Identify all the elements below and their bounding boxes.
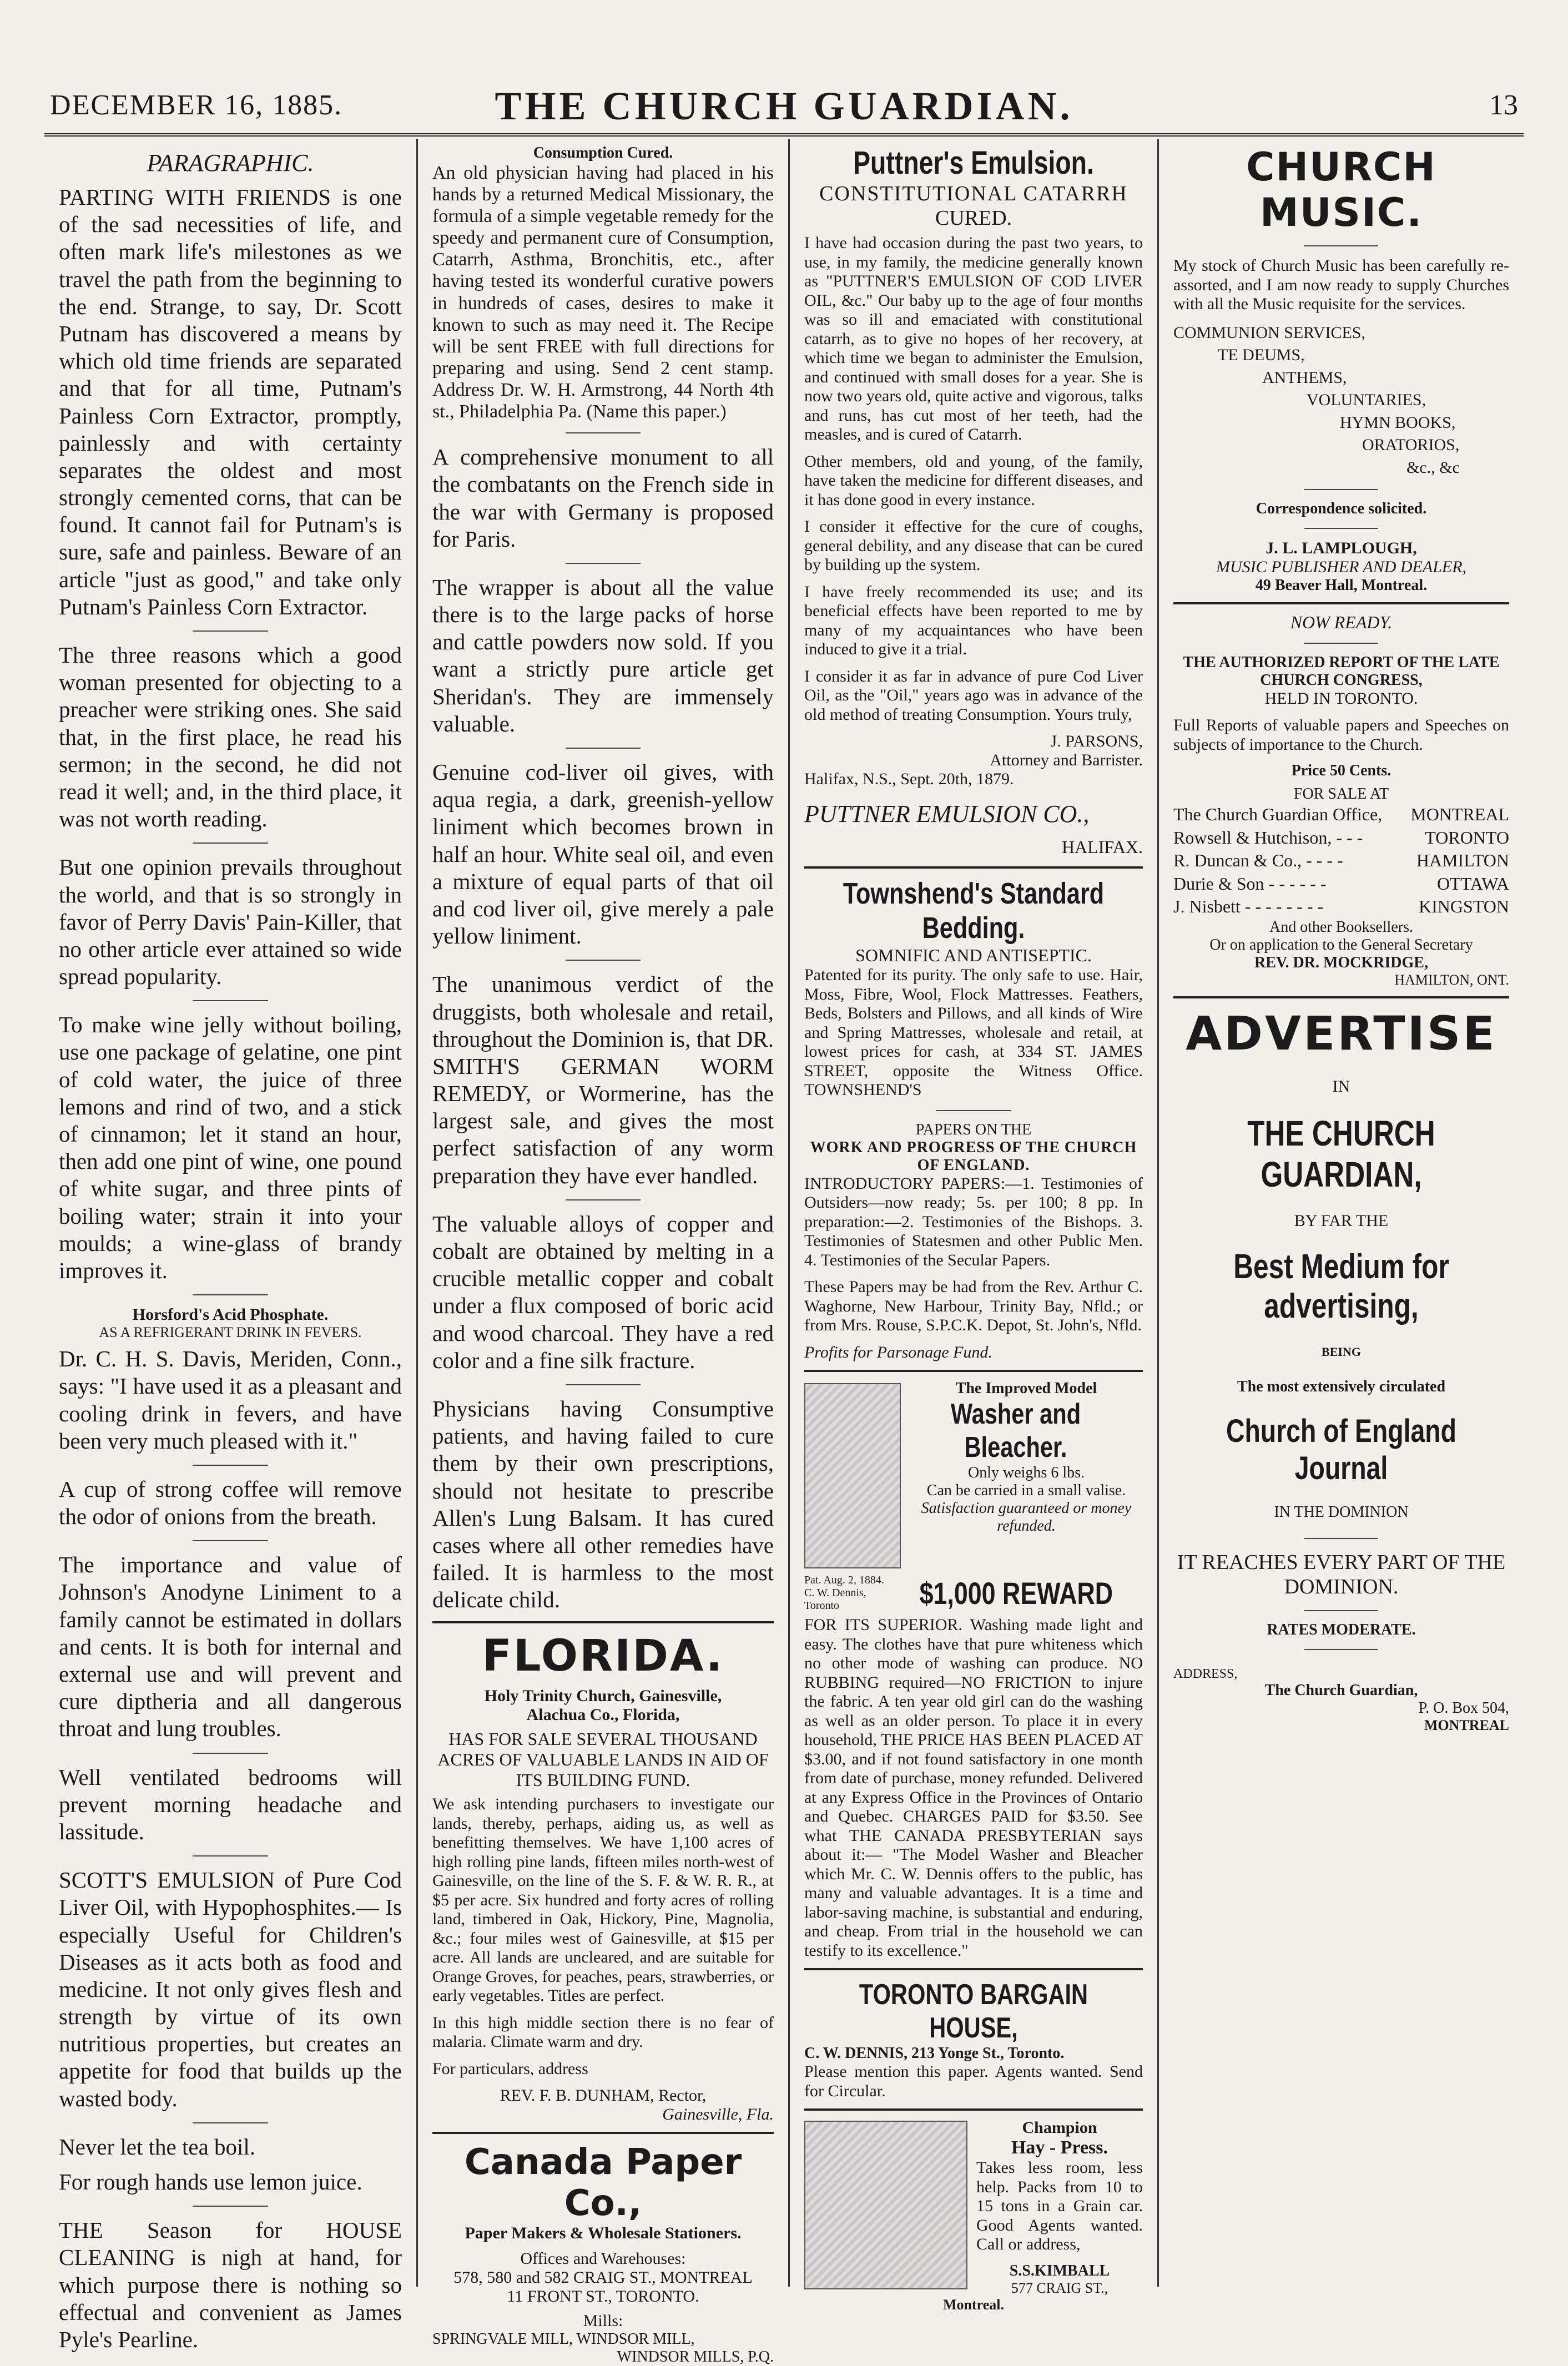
divider — [193, 1855, 268, 1857]
puttner-testimonial-4: I have freely recommended its use; and its beneficial effects have been reported to me by many of my acquaintances who have been induced to give it a trial. — [804, 582, 1143, 658]
hay-press-advertisement — [804, 2118, 1143, 2313]
canada-paper-subtitle: Paper Makers & Wholesale Stationers. — [465, 2224, 742, 2243]
divider — [566, 960, 641, 961]
column-two — [416, 139, 788, 2366]
divider — [1304, 489, 1378, 490]
puttner-testimonial-1: I have had occasion during the past two years, to use, in my family, the medicine generally known as "PUTTNER'S EMULSION OF COD LIVER OIL, &c." Our baby up to the age of four months was so ill and emaciated with constitutional catarrh, as to give no hopes of her recovery, at which time we began to administer the Emulsion, and continued with small doses for a year. She is now two years old, quite active and vigorous, talks and runs, has cut most of her teeth, had the measles, and is cured of Catarrh. — [804, 234, 1143, 443]
sale-list — [1173, 803, 1509, 919]
divider — [566, 748, 641, 749]
canada-paper-address-toronto: 11 FRONT ST., TORONTO. — [507, 2287, 699, 2306]
sale-entry — [1173, 895, 1509, 919]
papers-heading: PAPERS ON THE — [915, 1121, 1032, 1138]
church-music-title: CHURCH MUSIC. — [1246, 144, 1436, 235]
article-worm-remedy: The unanimous verdict of the druggists, both wholesale and retail, throughout the Dominion is, that DR. SMITH'S GERMAN WORM REMEDY, or Wormerine, has the largest sale, and gives the most perfect satisfaction of any worm preparation they have ever handled. — [432, 971, 774, 1188]
florida-climate: In this high middle section there is no fear of malaria. Climate warm and dry. — [432, 2013, 774, 2051]
washer-weight: Only weighs 6 lbs. — [968, 1464, 1085, 1481]
townshend-text: Patented for its purity. The only safe to use. Hair, Moss, Fibre, Wool, Flock Mattresses. Feathers, Beds, Bolsters and Pillows, and all kinds of Wire and Spring Mattresses, wholesale and retail, at lowest prices for cash, at 334 ST. JAMES STREET, opposite the Witness Office. TOWNSHEND'S — [804, 966, 1143, 1099]
article-lemon-juice: For rough hands use lemon juice. — [59, 2169, 362, 2195]
townshend-advertisement — [804, 876, 1143, 1100]
issue-date: DECEMBER 16, 1885. — [50, 89, 343, 121]
divider — [193, 2206, 268, 2207]
consumption-heading: Consumption Cured. — [533, 144, 673, 162]
florida-city: Gainesville, Fla. — [662, 2105, 774, 2124]
hay-press-illustration — [804, 2121, 967, 2289]
canada-paper-mill-right: WINDSOR MILLS, P.Q. — [617, 2348, 774, 2366]
advertise-being: BEING — [1322, 1344, 1361, 1359]
divider — [804, 866, 1143, 869]
sale-entry — [1173, 826, 1509, 850]
florida-particulars: For particulars, address — [432, 2059, 588, 2078]
papers-text: INTRODUCTORY PAPERS:—1. Testimonies of Outsiders—now ready; 5s. per 100; 8 pp. In preparation:—2. Testimonies of the Bishops. 3. Testimonies of Statesmen and other Public Men. 4. Testimonies of the Secular Papers. — [804, 1174, 1143, 1269]
sale-entry-city: MONTREAL — [1410, 804, 1509, 824]
papers-title: WORK AND PROGRESS OF THE CHURCH OF ENGLAND. — [810, 1138, 1137, 1174]
article-johnsons-liniment: The importance and value of Johnson's Anodyne Liniment to a family cannot be estimated in dollars and cents. It is both for internal and external use and will prevent and cure diptheria and all dangerous throat and lung troubles. — [59, 1552, 402, 1742]
washer-heading: The Improved Model — [955, 1380, 1097, 1397]
column-four — [1157, 139, 1524, 2287]
article-consumption-cured: An old physician having had placed in his hands by a returned Medical Missionary, the formula of a simple vegetable remedy for the speedy and permanent cure of Consumption, Catarrh, Asthma, Bronchitis, etc., after having tested its wonderful curative powers in hundreds of cases, desires to make it known to such as may need it. The Recipe will be sent FREE with full directions for preparing and using. Send 2 cent stamp. Address Dr. W. H. Armstrong, 44 North 4th st., Philadelphia Pa. (Name this paper.) — [432, 163, 774, 422]
sale-entry-name: R. Duncan & Co., - - - - — [1173, 850, 1343, 871]
church-music-dealer-role: MUSIC PUBLISHER AND DEALER, — [1216, 558, 1467, 576]
bargain-house-address: C. W. DENNIS, 213 Yonge St., Toronto. — [804, 2045, 1065, 2062]
florida-church: Holy Trinity Church, Gainesville, — [484, 1687, 722, 1706]
washer-advertisement — [804, 1380, 1143, 1960]
report-price: Price 50 Cents. — [1291, 762, 1391, 779]
article-monument: A comprehensive monument to all the combatants on the French side in the war with Germany is proposed for Paris. — [432, 444, 774, 552]
florida-title: FLORIDA. — [482, 1631, 724, 1682]
divider — [1304, 245, 1378, 246]
puttner-city: HALIFAX. — [1061, 837, 1143, 857]
hay-press-address-1: 577 CRAIG ST., — [1011, 2279, 1108, 2296]
washer-patent: Pat. Aug. 2, 1884. C. W. Dennis, Toronto — [804, 1574, 884, 1612]
sale-rev-city: HAMILTON, ONT. — [1394, 971, 1509, 988]
puttner-cured: CURED. — [935, 206, 1012, 230]
divider — [432, 2132, 774, 2134]
puttner-company: PUTTNER EMULSION CO., — [804, 800, 1090, 828]
church-music-item: ORATORIOS, — [1362, 436, 1460, 454]
canada-paper-address-montreal: 578, 580 and 582 CRAIG ST., MONTREAL — [453, 2268, 753, 2287]
washer-carry: Can be carried in a small valise. — [926, 1482, 1126, 1499]
report-place: HELD IN TORONTO. — [1264, 689, 1418, 708]
article-wine-jelly: To make wine jelly without boiling, use one package of gelatine, one pint of cold water, the juice of three lemons and rind of two, and a stick of cinnamon; let it stand an hour, then add one pint of wine, one pound of white sugar, and three pints of boiling water; strain it into your moulds; a wine-glass of brandy improves it. — [59, 1012, 402, 1283]
bargain-house-advertisement — [804, 1978, 1143, 2101]
church-music-item: &c., &c — [1406, 458, 1460, 477]
hay-press-title-2: Hay - Press. — [1011, 2137, 1108, 2158]
townshend-subtitle: SOMNIFIC AND ANTISEPTIC. — [855, 945, 1092, 965]
florida-location: Alachua Co., Florida, — [526, 1706, 680, 1724]
divider — [804, 2108, 1143, 2111]
advertise-in: IN — [1332, 1077, 1350, 1096]
divider — [936, 1110, 1011, 1111]
article-cod-liver-oil: Genuine cod-liver oil gives, with aqua regia, a dark, greenish-yellow liniment which becomes brown in half an hour. White seal oil, and even a mixture of equal parts of that oil and cod liver oil, give merely a pale yellow liniment. — [432, 759, 774, 949]
papers-text-2: These Papers may be had from the Rev. Arthur C. Waghorne, New Harbour, Trinity Bay, Nfld.; or from Mrs. Rouse, S.P.C.K. Depot, St. John's, Nfld. — [804, 1278, 1143, 1334]
divider — [804, 1968, 1143, 1970]
congress-report-advertisement — [1173, 612, 1509, 988]
report-text: Full Reports of valuable papers and Speeches on subjects of importance to the Church. — [1173, 716, 1509, 754]
hay-press-text: Takes less room, less help. Packs from 10 to 15 tons in a Grain car. Good Agents wanted. Call or address, — [976, 2158, 1143, 2253]
advertise-dominion: IN THE DOMINION — [1274, 1503, 1409, 1521]
advertise-title: ADVERTISE — [1186, 1006, 1497, 1061]
article-scotts-emulsion: SCOTT'S EMULSION of Pure Cod Liver Oil, with Hypophosphites.— Is especially Useful for Children's Diseases as it acts both as food and medicine. It not only gives flesh and strength by virtue of its own nutritious properties, but creates an appetite for food that builds up the wasted body. — [59, 1867, 402, 2111]
hay-press-address-2: Montreal. — [943, 2296, 1004, 2313]
article-parting-friends: PARTING WITH FRIENDS is one of the sad necessities of life, and often mark life's milestones as we travel the path from the beginning to the end. Strange, to say, Dr. Scott Putnam has discovered a means by which old time friends are separated and that for all time, Putnam's Painless Corn Extractor, promptly, painlessly and with certainty separates the oldest and most strongly cemented corns, that can be found. It cannot fail for Putnam's is sure, safe and painless. Beware of an article "just as good," and take only Putnam's Painless Corn Extractor. — [59, 184, 402, 619]
canada-paper-offices: Offices and Warehouses: — [520, 2249, 686, 2268]
advertise-reaches: IT REACHES EVERY PART OF THE DOMINION. — [1177, 1550, 1506, 1598]
column-paragraphic — [44, 139, 416, 2352]
puttner-signature: J. PARSONS, — [1050, 732, 1143, 750]
florida-offer: HAS FOR SALE SEVERAL THOUSAND ACRES OF VALUABLE LANDS IN AID OF ITS BUILDING FUND. — [437, 1729, 769, 1790]
puttner-signature-title: Attorney and Barrister. — [990, 751, 1143, 769]
column-three — [788, 139, 1157, 2313]
canada-paper-advertisement — [432, 2142, 774, 2366]
advertise-address-label: ADDRESS, — [1173, 1666, 1238, 1681]
divider — [1304, 1610, 1378, 1611]
divider — [193, 2122, 268, 2123]
church-music-text: My stock of Church Music has been carefully re-assorted, and I am now ready to supply Churches with all the Music requisite for the services. — [1173, 256, 1509, 313]
advertise-by-far: BY FAR THE — [1294, 1211, 1389, 1230]
divider — [1304, 643, 1378, 644]
church-music-dealer-address: 49 Beaver Hall, Montreal. — [1255, 577, 1428, 594]
advertise-paper: THE CHURCH GUARDIAN, — [1247, 1113, 1435, 1194]
advertise-best-medium: Best Medium for advertising, — [1233, 1247, 1449, 1325]
florida-advertisement — [432, 1631, 774, 2124]
article-alloys: The valuable alloys of copper and cobalt are obtained by melting in a crucible metallic copper and cobalt under a flux composed of boric acid and wood charcoal. They have a red color and a fine silk fracture. — [432, 1210, 774, 1373]
puttner-place-date: Halifax, N.S., Sept. 20th, 1879. — [804, 770, 1014, 788]
sale-entry-name: Durie & Son - - - - - - — [1173, 873, 1327, 894]
sale-heading: FOR SALE AT — [1293, 785, 1389, 803]
divider — [1173, 602, 1509, 604]
washer-text: FOR ITS SUPERIOR. Washing made light and easy. The clothes have that pure whiteness which no other mode of washing can produce. NO RUBBING required—NO FRICTION to injure the fabric. A ten year old girl can do the washing as well as an older person. To place it in every household, THE PRICE HAS BEEN PLACED AT $3.00, and if not found satisfactory in one month from date of purchase, money refunded. Delivered at any Express Office in the Provinces of Ontario and Quebec. CHARGES PAID for $3.50. See what THE CANADA PRESBYTERIAN says about it:— "The Model Washer and Bleacher which Mr. C. W. Dennis offers to the public, has many and valuable advantages. It is a time and labor-saving machine, is substantial and enduring, and cheap. From trial in the household we can testify to its excellence." — [804, 1616, 1143, 1960]
church-music-item: COMMUNION SERVICES, — [1173, 323, 1365, 342]
townshend-title: Townshend's Standard Bedding. — [843, 877, 1105, 945]
church-music-advertisement — [1173, 144, 1509, 594]
divider — [193, 1465, 268, 1466]
article-horsford: Dr. C. H. S. Davis, Meriden, Conn., says: "I have used it as a pleasant and cooling drink in fevers, and have been very much pleased with it." — [59, 1346, 402, 1454]
bargain-house-note: Please mention this paper. Agents wanted. Send for Circular. — [804, 2062, 1143, 2100]
church-music-dealer-name: J. L. LAMPLOUGH, — [1266, 539, 1417, 557]
papers-profits: Profits for Parsonage Fund. — [804, 1343, 992, 1361]
divider — [1304, 1649, 1378, 1650]
church-music-correspondence: Correspondence solicited. — [1256, 500, 1427, 517]
church-music-item: HYMN BOOKS, — [1340, 413, 1456, 432]
article-bedrooms: Well ventilated bedrooms will prevent morning headache and lassitude. — [59, 1764, 402, 1844]
advertise-address-3: MONTREAL — [1424, 1717, 1509, 1733]
divider — [193, 1540, 268, 1541]
advertise-circulated: The most extensively circulated — [1237, 1378, 1446, 1395]
article-pearline: THE Season for HOUSE CLEANING is nigh at hand, for which purpose there is nothing so effectual and convenient as James Pyle's Pearline. — [59, 2217, 402, 2352]
church-music-item: TE DEUMS, — [1218, 346, 1305, 364]
horsford-subheading: AS A REFRIGERANT DRINK IN FEVERS. — [99, 1324, 362, 1341]
divider — [1304, 528, 1378, 529]
article-sheridans: The wrapper is about all the value there is to the large packs of horse and cattle powders now sold. If you want a strictly pure article get Sheridan's. They are immensely valuable. — [432, 574, 774, 736]
sale-entry-city: OTTAWA — [1437, 873, 1509, 894]
papers-advertisement — [804, 1121, 1143, 1363]
divider — [193, 843, 268, 844]
divider — [193, 1000, 268, 1001]
puttner-testimonial-2: Other members, old and young, of the family, have taken the medicine for different diseases, and it has done good in every instance. — [804, 452, 1143, 509]
advertise-rates: RATES MODERATE. — [1267, 1621, 1416, 1638]
florida-text: We ask intending purchasers to investigate our lands, thereby, perhaps, aiding us, as well as benefitting themselves. We have 1,100 acres of high rolling pine lands, fifteen miles north-west of Gainesville, on the line of the S. F. & W. R. R., at $5 per acre. Six hundred and forty acres of rolling land, timbered in Oak, Hickory, Pine, Magnolia, &c.; four miles west of Gainesville, at $15 per acre. All lands are uncleared, and are suitable for Orange Groves, for peaches, pears, strawberries, or early vegetables. Titles are perfect. — [432, 1795, 774, 2005]
divider — [566, 1199, 641, 1200]
sale-entry-name: J. Nisbett - - - - - - - - — [1173, 896, 1324, 917]
puttner-testimonial-3: I consider it effective for the cure of coughs, general debility, and any disease that can be cured by building up the system. — [804, 517, 1143, 574]
sale-entry-city: HAMILTON — [1416, 850, 1509, 871]
divider — [566, 1384, 641, 1385]
washer-reward-row — [804, 1574, 1143, 1612]
washer-guarantee: Satisfaction guaranteed or money refunded. — [921, 1500, 1132, 1535]
horsford-heading: Horsford's Acid Phosphate. — [132, 1305, 329, 1324]
sale-entry-name: The Church Guardian Office, — [1173, 804, 1383, 824]
puttner-testimonial-5: I consider it as far in advance of pure Cod Liver Oil, as the "Oil," years ago was in advance of the old method of treating Consumption. Yours truly, — [804, 667, 1143, 724]
washer-reward: $1,000 REWARD — [919, 1576, 1113, 1611]
article-tea: Never let the tea boil. — [59, 2133, 256, 2160]
divider — [804, 1370, 1143, 1372]
newspaper-title: THE CHURCH GUARDIAN. — [495, 84, 1073, 128]
divider — [193, 630, 268, 632]
hay-press-title-1: Champion — [1022, 2118, 1097, 2137]
divider — [566, 563, 641, 564]
advertise-address-1: The Church Guardian, — [1264, 1681, 1418, 1699]
hay-press-name: S.S.KIMBALL — [1009, 2262, 1110, 2279]
sale-rev: REV. DR. MOCKRIDGE, — [1254, 954, 1428, 971]
sale-entry-city: TORONTO — [1425, 827, 1509, 847]
advertise-address-2: P. O. Box 504, — [1418, 1699, 1509, 1717]
divider — [193, 1294, 268, 1295]
canada-paper-title: Canada Paper Co., — [464, 2142, 742, 2224]
church-music-item: ANTHEMS, — [1262, 368, 1347, 387]
advertise-box — [1173, 1006, 1509, 1734]
florida-rector: REV. F. B. DUNHAM, Rector, — [500, 2086, 707, 2105]
washer-title: Washer and Bleacher. — [950, 1398, 1081, 1464]
sale-entry-name: Rowsell & Hutchison, - - - — [1173, 827, 1363, 847]
masthead — [44, 72, 1524, 137]
section-heading: PARAGRAPHIC. — [147, 149, 314, 176]
canada-paper-mills-label: Mills: — [583, 2312, 623, 2330]
puttner-advertisement — [804, 144, 1143, 857]
sale-entry — [1173, 803, 1509, 826]
advertise-journal: Church of England Journal — [1226, 1412, 1456, 1486]
divider — [193, 1753, 268, 1754]
divider — [1173, 996, 1509, 998]
article-coffee: A cup of strong coffee will remove the odor of onions from the breath. — [59, 1476, 402, 1530]
page-number: 13 — [1489, 89, 1518, 121]
report-title: THE AUTHORIZED REPORT OF THE LATE CHURCH CONGRESS, — [1183, 654, 1500, 689]
sale-entry-city: KINGSTON — [1419, 896, 1509, 917]
sale-secretary: Or on application to the General Secretary — [1209, 936, 1473, 954]
article-three-reasons: The three reasons which a good woman presented for objecting to a preacher were striking ones. She said that, in the first place, he read his sermon; in the second, he did not read it well; and, in the third place, it was not worth reading. — [59, 642, 402, 832]
puttner-title: Puttner's Emulsion. — [853, 145, 1094, 181]
divider — [566, 432, 641, 433]
divider — [432, 1621, 774, 1623]
canada-paper-mills — [432, 2330, 774, 2348]
sale-entry — [1173, 872, 1509, 896]
now-ready: NOW READY. — [1290, 612, 1393, 632]
sale-entry — [1173, 849, 1509, 872]
bargain-house-title: TORONTO BARGAIN HOUSE, — [859, 1979, 1088, 2044]
canada-paper-mill-left: SPRINGVALE MILL, WINDSOR MILL, — [432, 2330, 695, 2348]
church-music-item: VOLUNTARIES, — [1307, 391, 1426, 409]
sale-other: And other Booksellers. — [1269, 918, 1413, 936]
article-lung-balsam: Physicians having Consumptive patients, and having failed to cure them by their own prescriptions, should not hesitate to prescribe Allen's Lung Balsam. It has cured cases where all other remedies have failed. It is harmless to the most delicate child. — [432, 1395, 774, 1613]
puttner-subtitle: CONSTITUTIONAL CATARRH — [819, 182, 1128, 205]
church-music-list — [1173, 322, 1509, 480]
article-pain-killer: But one opinion prevails throughout the world, and that is so strongly in favor of Perry Davis' Pain-Killer, that no other article ever attained so wide spread popularity. — [59, 854, 402, 990]
divider — [1304, 1538, 1378, 1539]
